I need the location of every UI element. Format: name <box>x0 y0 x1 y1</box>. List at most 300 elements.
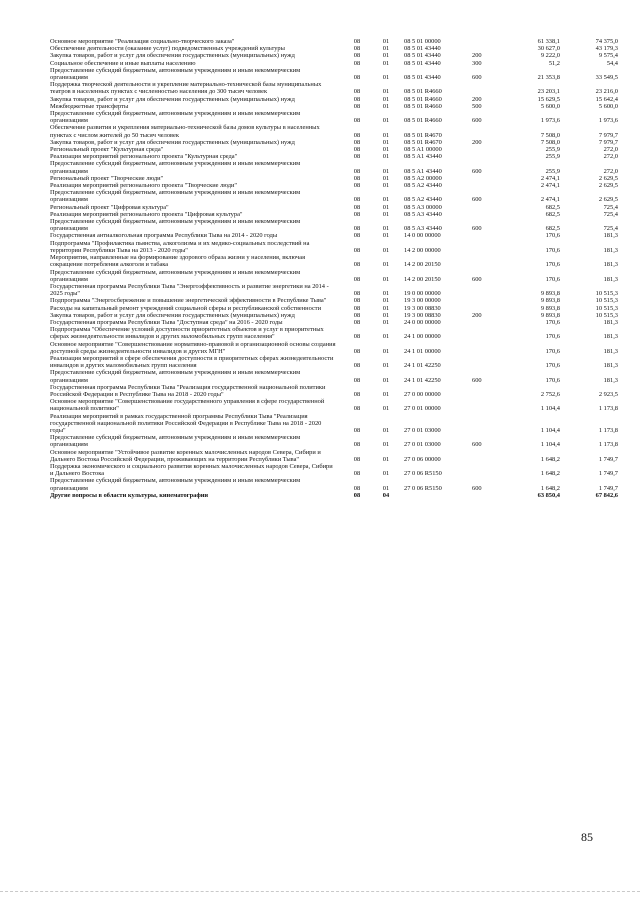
row-name: Предоставление субсидий бюджетным, автономным учреждениям и иным некоммерческим организациям <box>50 160 301 175</box>
row-expense-type <box>472 463 506 477</box>
row-target-code: 08 5 A2 00000 <box>404 174 442 182</box>
row-section-code: 08 <box>353 74 361 82</box>
row-subsection-code: 01 <box>382 138 390 146</box>
row-target-code: 08 5 A1 00000 <box>404 146 442 154</box>
row-section-code: 08 <box>353 261 361 269</box>
row-section-code: 08 <box>353 484 361 492</box>
row-target-code: 14 2 00 00000 <box>404 246 441 254</box>
row-section-code: 08 <box>353 246 361 254</box>
row-name: Мероприятия, направленные на формирование здорового образа жизни у населения, включая сокращение потребления алкоголя и табака <box>50 254 306 269</box>
row-expense-type <box>472 153 506 160</box>
row-section-code: 08 <box>353 390 361 398</box>
row-target-code: 24 1 01 00000 <box>404 347 441 355</box>
row-expense-type <box>472 204 506 211</box>
row-section-code: 08 <box>353 52 361 60</box>
row-amount-year-1: 1 104,4 <box>540 405 560 413</box>
row-expense-type <box>472 146 506 153</box>
row-name: Межбюджетные трансферты <box>50 102 129 110</box>
row-name: Закупка товаров, работ и услуг для обеспечения государственных (муниципальных) нужд <box>50 311 295 319</box>
row-expense-type: 200 <box>472 138 482 146</box>
row-section-code: 08 <box>353 441 361 449</box>
row-target-code: 08 5 01 43440 <box>404 52 441 60</box>
row-amount-year-2: 9 575,4 <box>598 52 618 60</box>
row-amount-year-1: 170,6 <box>545 232 560 240</box>
row-amount-year-2: 181,3 <box>603 376 618 384</box>
row-amount-year-1: 61 338,1 <box>537 38 560 45</box>
table-row <box>50 175 618 182</box>
table-row <box>50 434 618 448</box>
table-row <box>50 269 618 283</box>
row-amount-year-2: 181,3 <box>603 318 618 326</box>
row-amount-year-2: 1 173,8 <box>598 405 618 413</box>
row-name: Государственная программа Республики Тыва "Энергоэффективность и развитие энергетики на 2014 - 2025 годы" <box>50 282 329 298</box>
row-section-code: 08 <box>353 275 361 283</box>
row-name: Закупка товаров, работ и услуг для обеспечения государственных (муниципальных) нужд <box>50 138 295 146</box>
row-amount-year-2: 181,3 <box>603 362 618 370</box>
row-section-code: 08 <box>353 311 361 319</box>
row-amount-year-2: 181,3 <box>603 333 618 341</box>
table-row <box>50 413 618 435</box>
row-name: Социальное обеспечение и иные выплаты населению <box>50 59 196 67</box>
row-subsection-code: 01 <box>382 196 390 204</box>
row-subsection-code: 01 <box>382 318 390 326</box>
row-target-code: 19 3 00 08830 <box>404 304 441 312</box>
row-section-code: 08 <box>353 59 361 67</box>
row-amount-year-1: 682,5 <box>545 203 560 211</box>
row-subsection-code: 01 <box>382 347 390 355</box>
row-expense-type <box>472 341 506 355</box>
table-row <box>50 67 618 81</box>
table-row <box>50 204 618 211</box>
row-amount-year-1: 170,6 <box>545 275 560 283</box>
row-target-code: 08 5 01 R4670 <box>404 138 442 146</box>
row-target-code: 08 5 01 R4670 <box>404 131 442 139</box>
row-name: Подпрограмма "Энергосбережение и повышение энергетической эффективности в Республике Тыва" <box>50 297 327 305</box>
row-amount-year-2: 1 973,6 <box>598 117 618 125</box>
row-name: Реализация мероприятий регионального проекта "Цифровая культура" <box>50 210 243 218</box>
row-name: Региональный проект "Цифровая культура" <box>50 203 169 211</box>
row-amount-year-1: 23 203,1 <box>537 88 560 96</box>
table-row <box>50 283 618 297</box>
row-amount-year-2: 10 515,3 <box>595 297 618 305</box>
row-name: Подпрограмма "Обеспечение условий доступности приоритетных объектов и услуг в приоритетных сферах жизнедеятельности инвалидов и других маломобильных групп населения" <box>50 326 324 341</box>
row-target-code: 24 1 01 42250 <box>404 362 441 370</box>
row-subsection-code: 01 <box>382 210 390 218</box>
table-row <box>50 211 618 218</box>
row-amount-year-1: 170,6 <box>545 318 560 326</box>
table-row <box>50 312 618 319</box>
row-section-code: 08 <box>353 95 361 103</box>
row-amount-year-2: 23 216,0 <box>595 88 618 96</box>
row-target-code: 14 2 00 20150 <box>404 261 441 269</box>
row-section-code: 08 <box>353 232 361 240</box>
row-expense-type: 600 <box>472 484 482 492</box>
row-name: Поддержка творческой деятельности и укрепление материально-технической базы муниципальных театров в населенных пунктах с численностью населения до 300 тысяч человек <box>50 81 322 96</box>
row-name: Основное мероприятие "Устойчивое развитие коренных малочисленных народов Севера, Сибири и Дальнего Востока Российской Федерации, проживающих на территории Республики Тыва" <box>50 448 321 463</box>
row-target-code: 08 5 A2 43440 <box>404 182 442 190</box>
row-subsection-code: 01 <box>382 297 390 305</box>
row-expense-type <box>472 38 506 45</box>
row-amount-year-2: 1 749,7 <box>598 484 618 492</box>
row-target-code: 19 0 00 00000 <box>404 290 441 298</box>
row-amount-year-2: 2 923,5 <box>598 390 618 398</box>
row-subsection-code: 01 <box>382 38 390 45</box>
row-amount-year-2: 2 629,5 <box>598 182 618 190</box>
row-expense-type <box>472 182 506 189</box>
row-amount-year-1: 170,6 <box>545 362 560 370</box>
row-name: Основное мероприятие "Реализация социально-творческого заказа" <box>50 38 235 45</box>
row-amount-year-1: 9 893,8 <box>540 311 560 319</box>
row-target-code: 08 5 A1 43440 <box>404 167 442 175</box>
row-amount-year-1: 170,6 <box>545 333 560 341</box>
row-target-code: 08 5 01 R4660 <box>404 102 442 110</box>
row-section-code: 08 <box>353 405 361 413</box>
row-subsection-code: 01 <box>382 484 390 492</box>
row-name: Региональный проект "Творческие люди" <box>50 174 164 182</box>
row-amount-year-2: 272,0 <box>603 167 618 175</box>
row-expense-type <box>472 297 506 304</box>
row-amount-year-2: 1 749,7 <box>598 470 618 478</box>
row-target-code: 24 0 00 00000 <box>404 318 441 326</box>
row-amount-year-1: 2 752,6 <box>540 390 560 398</box>
row-expense-type <box>472 319 506 326</box>
row-expense-type: 200 <box>472 95 482 103</box>
row-subsection-code: 01 <box>382 102 390 110</box>
row-section-code: 08 <box>353 102 361 110</box>
row-subsection-code: 01 <box>382 426 390 434</box>
row-subsection-code: 01 <box>382 376 390 384</box>
table-row <box>50 369 618 383</box>
row-amount-year-2: 7 979,7 <box>598 131 618 139</box>
row-target-code: 08 5 01 43440 <box>404 74 441 82</box>
row-subsection-code: 01 <box>382 304 390 312</box>
row-section-code: 08 <box>353 131 361 139</box>
row-name: Закупка товаров, работ и услуг для обеспечения государственных (муниципальных) нужд <box>50 52 295 60</box>
row-subsection-code: 04 <box>382 491 390 499</box>
row-expense-type <box>472 305 506 312</box>
table-row <box>50 398 618 412</box>
row-amount-year-2: 15 642,4 <box>595 95 618 103</box>
row-amount-year-2: 1 173,8 <box>598 441 618 449</box>
row-expense-type <box>472 240 506 254</box>
table-row <box>50 240 618 254</box>
row-section-code: 08 <box>353 426 361 434</box>
table-row <box>50 297 618 304</box>
row-section-code: 08 <box>353 146 361 154</box>
row-section-code: 08 <box>353 196 361 204</box>
row-section-code: 08 <box>353 491 361 499</box>
row-amount-year-1: 30 627,0 <box>537 45 560 53</box>
table-row <box>50 254 618 268</box>
row-section-code: 08 <box>353 117 361 125</box>
row-amount-year-1: 170,6 <box>545 347 560 355</box>
row-target-code: 08 5 01 43440 <box>404 59 441 67</box>
row-target-code: 24 1 01 42250 <box>404 376 441 384</box>
row-name: Поддержка экономического и социального развития коренных малочисленных народов Севера, Сибири и Дальнего Востока <box>50 462 333 478</box>
table-row <box>50 160 618 174</box>
row-subsection-code: 01 <box>382 146 390 154</box>
row-expense-type: 500 <box>472 102 482 110</box>
row-amount-year-2: 10 515,3 <box>595 290 618 298</box>
row-subsection-code: 01 <box>382 45 390 53</box>
row-amount-year-1: 9 893,8 <box>540 304 560 312</box>
row-name: Государственная антиалкогольная программа Республики Тыва на 2014 - 2020 годы <box>50 232 278 240</box>
row-section-code: 08 <box>353 347 361 355</box>
row-name: Региональный проект "Культурная среда" <box>50 146 164 154</box>
row-expense-type: 200 <box>472 311 482 319</box>
row-amount-year-1: 170,6 <box>545 376 560 384</box>
row-amount-year-1: 2 474,1 <box>540 174 560 182</box>
table-row <box>50 182 618 189</box>
row-amount-year-2: 10 515,3 <box>595 304 618 312</box>
row-target-code: 14 0 00 00000 <box>404 232 441 240</box>
table-row <box>50 146 618 153</box>
row-amount-year-2: 10 515,3 <box>595 311 618 319</box>
row-amount-year-1: 63 850,4 <box>537 491 560 499</box>
row-amount-year-1: 255,9 <box>545 167 560 175</box>
row-expense-type <box>472 326 506 340</box>
row-amount-year-1: 170,6 <box>545 246 560 254</box>
table-row <box>50 52 618 59</box>
row-expense-type <box>472 254 506 268</box>
row-section-code: 08 <box>353 333 361 341</box>
row-target-code: 27 0 01 03000 <box>404 426 441 434</box>
row-name: Государственная программа Республики Тыва "Реализация государственной национальной политики Российской Федерации в Республике Тыва на 2018 - 2020 годы" <box>50 383 326 398</box>
row-section-code: 08 <box>353 153 361 161</box>
row-subsection-code: 01 <box>382 333 390 341</box>
row-name: Предоставление субсидий бюджетным, автономным учреждениям и иным некоммерческим организациям <box>50 268 301 283</box>
row-subsection-code: 01 <box>382 246 390 254</box>
row-target-code <box>400 492 472 499</box>
table-row <box>50 139 618 146</box>
row-amount-year-1: 170,6 <box>545 261 560 269</box>
row-section-code: 08 <box>353 203 361 211</box>
row-subsection-code: 01 <box>382 311 390 319</box>
row-target-code: 08 5 A3 43440 <box>404 225 442 233</box>
row-amount-year-1: 9 222,0 <box>540 52 560 60</box>
row-section-code: 08 <box>353 304 361 312</box>
row-subsection-code: 01 <box>382 441 390 449</box>
row-section-code: 08 <box>353 182 361 190</box>
row-amount-year-2: 67 842,6 <box>595 491 618 499</box>
row-target-code: 24 1 00 00000 <box>404 333 441 341</box>
row-subsection-code: 01 <box>382 390 390 398</box>
row-expense-type <box>472 232 506 239</box>
row-subsection-code: 01 <box>382 88 390 96</box>
row-target-code: 08 5 A3 00000 <box>404 203 442 211</box>
row-target-code: 27 0 00 00000 <box>404 390 441 398</box>
row-amount-year-1: 9 893,8 <box>540 297 560 305</box>
row-name: Государственная программа Республики Тыва "Доступная среда" на 2016 - 2020 годы <box>50 318 283 326</box>
table-row <box>50 124 618 138</box>
table-row <box>50 81 618 95</box>
table-row <box>50 189 618 203</box>
row-amount-year-2: 54,4 <box>606 59 618 67</box>
row-target-code: 08 5 01 43440 <box>404 45 441 53</box>
row-expense-type <box>472 384 506 398</box>
table-row <box>50 319 618 326</box>
row-expense-type <box>472 413 506 435</box>
row-amount-year-1: 255,9 <box>545 146 560 154</box>
table-row <box>50 477 618 491</box>
row-name: Другие вопросы в области культуры, кинематографии <box>50 491 209 499</box>
row-amount-year-1: 1 648,2 <box>540 484 560 492</box>
table-row <box>50 492 618 499</box>
row-name: Предоставление субсидий бюджетным, автономным учреждениям и иным некоммерческим организациям <box>50 369 301 384</box>
row-subsection-code: 01 <box>382 203 390 211</box>
table-row <box>50 218 618 232</box>
row-name: Предоставление субсидий бюджетным, автономным учреждениям и иным некоммерческим организациям <box>50 66 301 82</box>
row-target-code: 27 0 06 R5150 <box>404 484 442 492</box>
row-amount-year-2: 2 629,5 <box>598 174 618 182</box>
row-expense-type <box>472 175 506 182</box>
row-section-code: 08 <box>353 138 361 146</box>
row-amount-year-1: 682,5 <box>545 225 560 233</box>
table-row <box>50 326 618 340</box>
row-name: Реализация мероприятий в сфере обеспечения доступности в приоритетных сферах жизнедеятельности инвалидов и других маломобильных групп населения <box>50 354 334 370</box>
row-name: Реализация мероприятий регионального проекта "Культурная среда" <box>50 153 238 161</box>
row-expense-type: 600 <box>472 441 482 449</box>
row-subsection-code: 01 <box>382 455 390 463</box>
row-amount-year-1: 2 474,1 <box>540 182 560 190</box>
row-subsection-code: 01 <box>382 182 390 190</box>
row-amount-year-2: 74 375,0 <box>595 38 618 45</box>
row-section-code: 08 <box>353 167 361 175</box>
row-amount-year-1: 51,2 <box>548 59 560 67</box>
row-amount-year-2: 725,4 <box>603 203 618 211</box>
table-row <box>50 232 618 239</box>
row-amount-year-1: 9 893,8 <box>540 290 560 298</box>
row-target-code: 27 0 01 03000 <box>404 441 441 449</box>
row-expense-type: 600 <box>472 196 482 204</box>
row-expense-type <box>472 211 506 218</box>
row-amount-year-2: 181,3 <box>603 261 618 269</box>
row-expense-type: 600 <box>472 225 482 233</box>
row-name: Реализация мероприятий регионального проекта "Творческие люди" <box>50 182 238 190</box>
row-amount-year-2: 33 549,5 <box>595 74 618 82</box>
row-subsection-code: 01 <box>382 232 390 240</box>
row-expense-type: 300 <box>472 59 482 67</box>
row-name: Закупка товаров, работ и услуг для обеспечения государственных (муниципальных) нужд <box>50 95 295 103</box>
row-name: Предоставление субсидий бюджетным, автономным учреждениям и иным некоммерческим организациям <box>50 477 301 492</box>
row-name: Расходы на капитальный ремонт учреждений социальной сферы и республиканской собственности <box>50 304 322 312</box>
row-target-code: 08 5 A3 43440 <box>404 210 442 218</box>
row-subsection-code: 01 <box>382 153 390 161</box>
row-subsection-code: 01 <box>382 470 390 478</box>
row-subsection-code: 01 <box>382 275 390 283</box>
row-target-code: 27 0 01 00000 <box>404 405 441 413</box>
row-section-code: 08 <box>353 38 361 45</box>
row-subsection-code: 01 <box>382 225 390 233</box>
row-amount-year-2: 43 179,3 <box>595 45 618 53</box>
row-subsection-code: 01 <box>382 59 390 67</box>
row-amount-year-2: 181,3 <box>603 232 618 240</box>
row-section-code: 08 <box>353 290 361 298</box>
row-amount-year-1: 7 508,0 <box>540 131 560 139</box>
row-amount-year-1: 2 474,1 <box>540 196 560 204</box>
row-expense-type <box>472 283 506 297</box>
row-name: Реализация мероприятий в рамках государственной программы Республики Тыва "Реализация государственной национальной политики Российской Федерации в Республике Тыва на 2018 - 2020 годы" <box>50 412 322 434</box>
row-target-code: 19 3 00 08830 <box>404 311 441 319</box>
row-expense-type: 600 <box>472 167 482 175</box>
row-amount-year-1: 682,5 <box>545 210 560 218</box>
row-subsection-code: 01 <box>382 174 390 182</box>
row-section-code: 08 <box>353 297 361 305</box>
row-name: Подпрограмма "Профилактика пьянства, алкоголизма и их медико-социальных последствий на территории Республики Тыва на 2013 - 2020 годы" <box>50 239 310 254</box>
row-amount-year-1: 15 629,5 <box>537 95 560 103</box>
table-row <box>50 384 618 398</box>
row-name: Основное мероприятие "Совершенствование нормативно-правовой и организационной основы создания доступной среды жизнедеятельности инвалидов и других МГН" <box>50 340 336 355</box>
table-row <box>50 153 618 160</box>
row-amount-year-2: 725,4 <box>603 225 618 233</box>
row-amount-year-1: 21 353,8 <box>537 74 560 82</box>
row-amount-year-2: 5 600,0 <box>598 102 618 110</box>
table-row <box>50 305 618 312</box>
table-row <box>50 103 618 110</box>
row-amount-year-1: 1 104,4 <box>540 426 560 434</box>
table-row <box>50 355 618 369</box>
row-section-code: 08 <box>353 210 361 218</box>
row-name: Обеспечение развития и укрепления материально-технической базы домов культуры в населенных пунктах с числом жителей до 50 тысяч человек <box>50 124 320 139</box>
row-expense-type <box>472 449 506 463</box>
row-amount-year-2: 181,3 <box>603 246 618 254</box>
row-expense-type: 600 <box>472 117 482 125</box>
row-section-code: 08 <box>353 45 361 53</box>
row-subsection-code: 01 <box>382 290 390 298</box>
row-expense-type: 600 <box>472 275 482 283</box>
row-subsection-code: 01 <box>382 52 390 60</box>
row-target-code: 27 0 06 R5150 <box>404 470 442 478</box>
row-amount-year-1: 255,9 <box>545 153 560 161</box>
row-subsection-code: 01 <box>382 131 390 139</box>
row-name: Предоставление субсидий бюджетным, автономным учреждениям и иным некоммерческим организациям <box>50 434 301 449</box>
row-expense-type <box>472 81 506 95</box>
row-subsection-code: 01 <box>382 167 390 175</box>
row-subsection-code: 01 <box>382 95 390 103</box>
row-name: Обеспечение деятельности (оказание услуг) подведомственных учреждений культуры <box>50 45 285 53</box>
row-section-code: 08 <box>353 362 361 370</box>
row-amount-year-2: 272,0 <box>603 146 618 154</box>
row-target-code: 08 5 01 00000 <box>404 38 441 45</box>
row-subsection-code: 01 <box>382 117 390 125</box>
row-name: Предоставление субсидий бюджетным, автономным учреждениям и иным некоммерческим организациям <box>50 110 301 125</box>
row-section-code: 08 <box>353 225 361 233</box>
table-row <box>50 38 618 45</box>
row-target-code: 19 3 00 00000 <box>404 297 441 305</box>
budget-table-body <box>50 38 618 499</box>
row-section-code: 08 <box>353 376 361 384</box>
row-expense-type: 600 <box>472 376 482 384</box>
row-subsection-code: 01 <box>382 405 390 413</box>
row-amount-year-1: 7 508,0 <box>540 138 560 146</box>
row-name: Предоставление субсидий бюджетным, автономным учреждениям и иным некоммерческим организациям <box>50 189 301 204</box>
row-subsection-code: 01 <box>382 362 390 370</box>
row-section-code: 08 <box>353 174 361 182</box>
row-section-code: 08 <box>353 455 361 463</box>
row-target-code: 08 5 A1 43440 <box>404 153 442 161</box>
table-row <box>50 110 618 124</box>
row-expense-type <box>472 398 506 412</box>
table-row <box>50 60 618 67</box>
row-target-code: 08 5 A2 43440 <box>404 196 442 204</box>
table-row <box>50 341 618 355</box>
table-row <box>50 463 618 477</box>
row-amount-year-2: 725,4 <box>603 210 618 218</box>
table-row <box>50 45 618 52</box>
row-amount-year-2: 1 173,8 <box>598 426 618 434</box>
row-amount-year-2: 1 749,7 <box>598 455 618 463</box>
row-amount-year-2: 272,0 <box>603 153 618 161</box>
